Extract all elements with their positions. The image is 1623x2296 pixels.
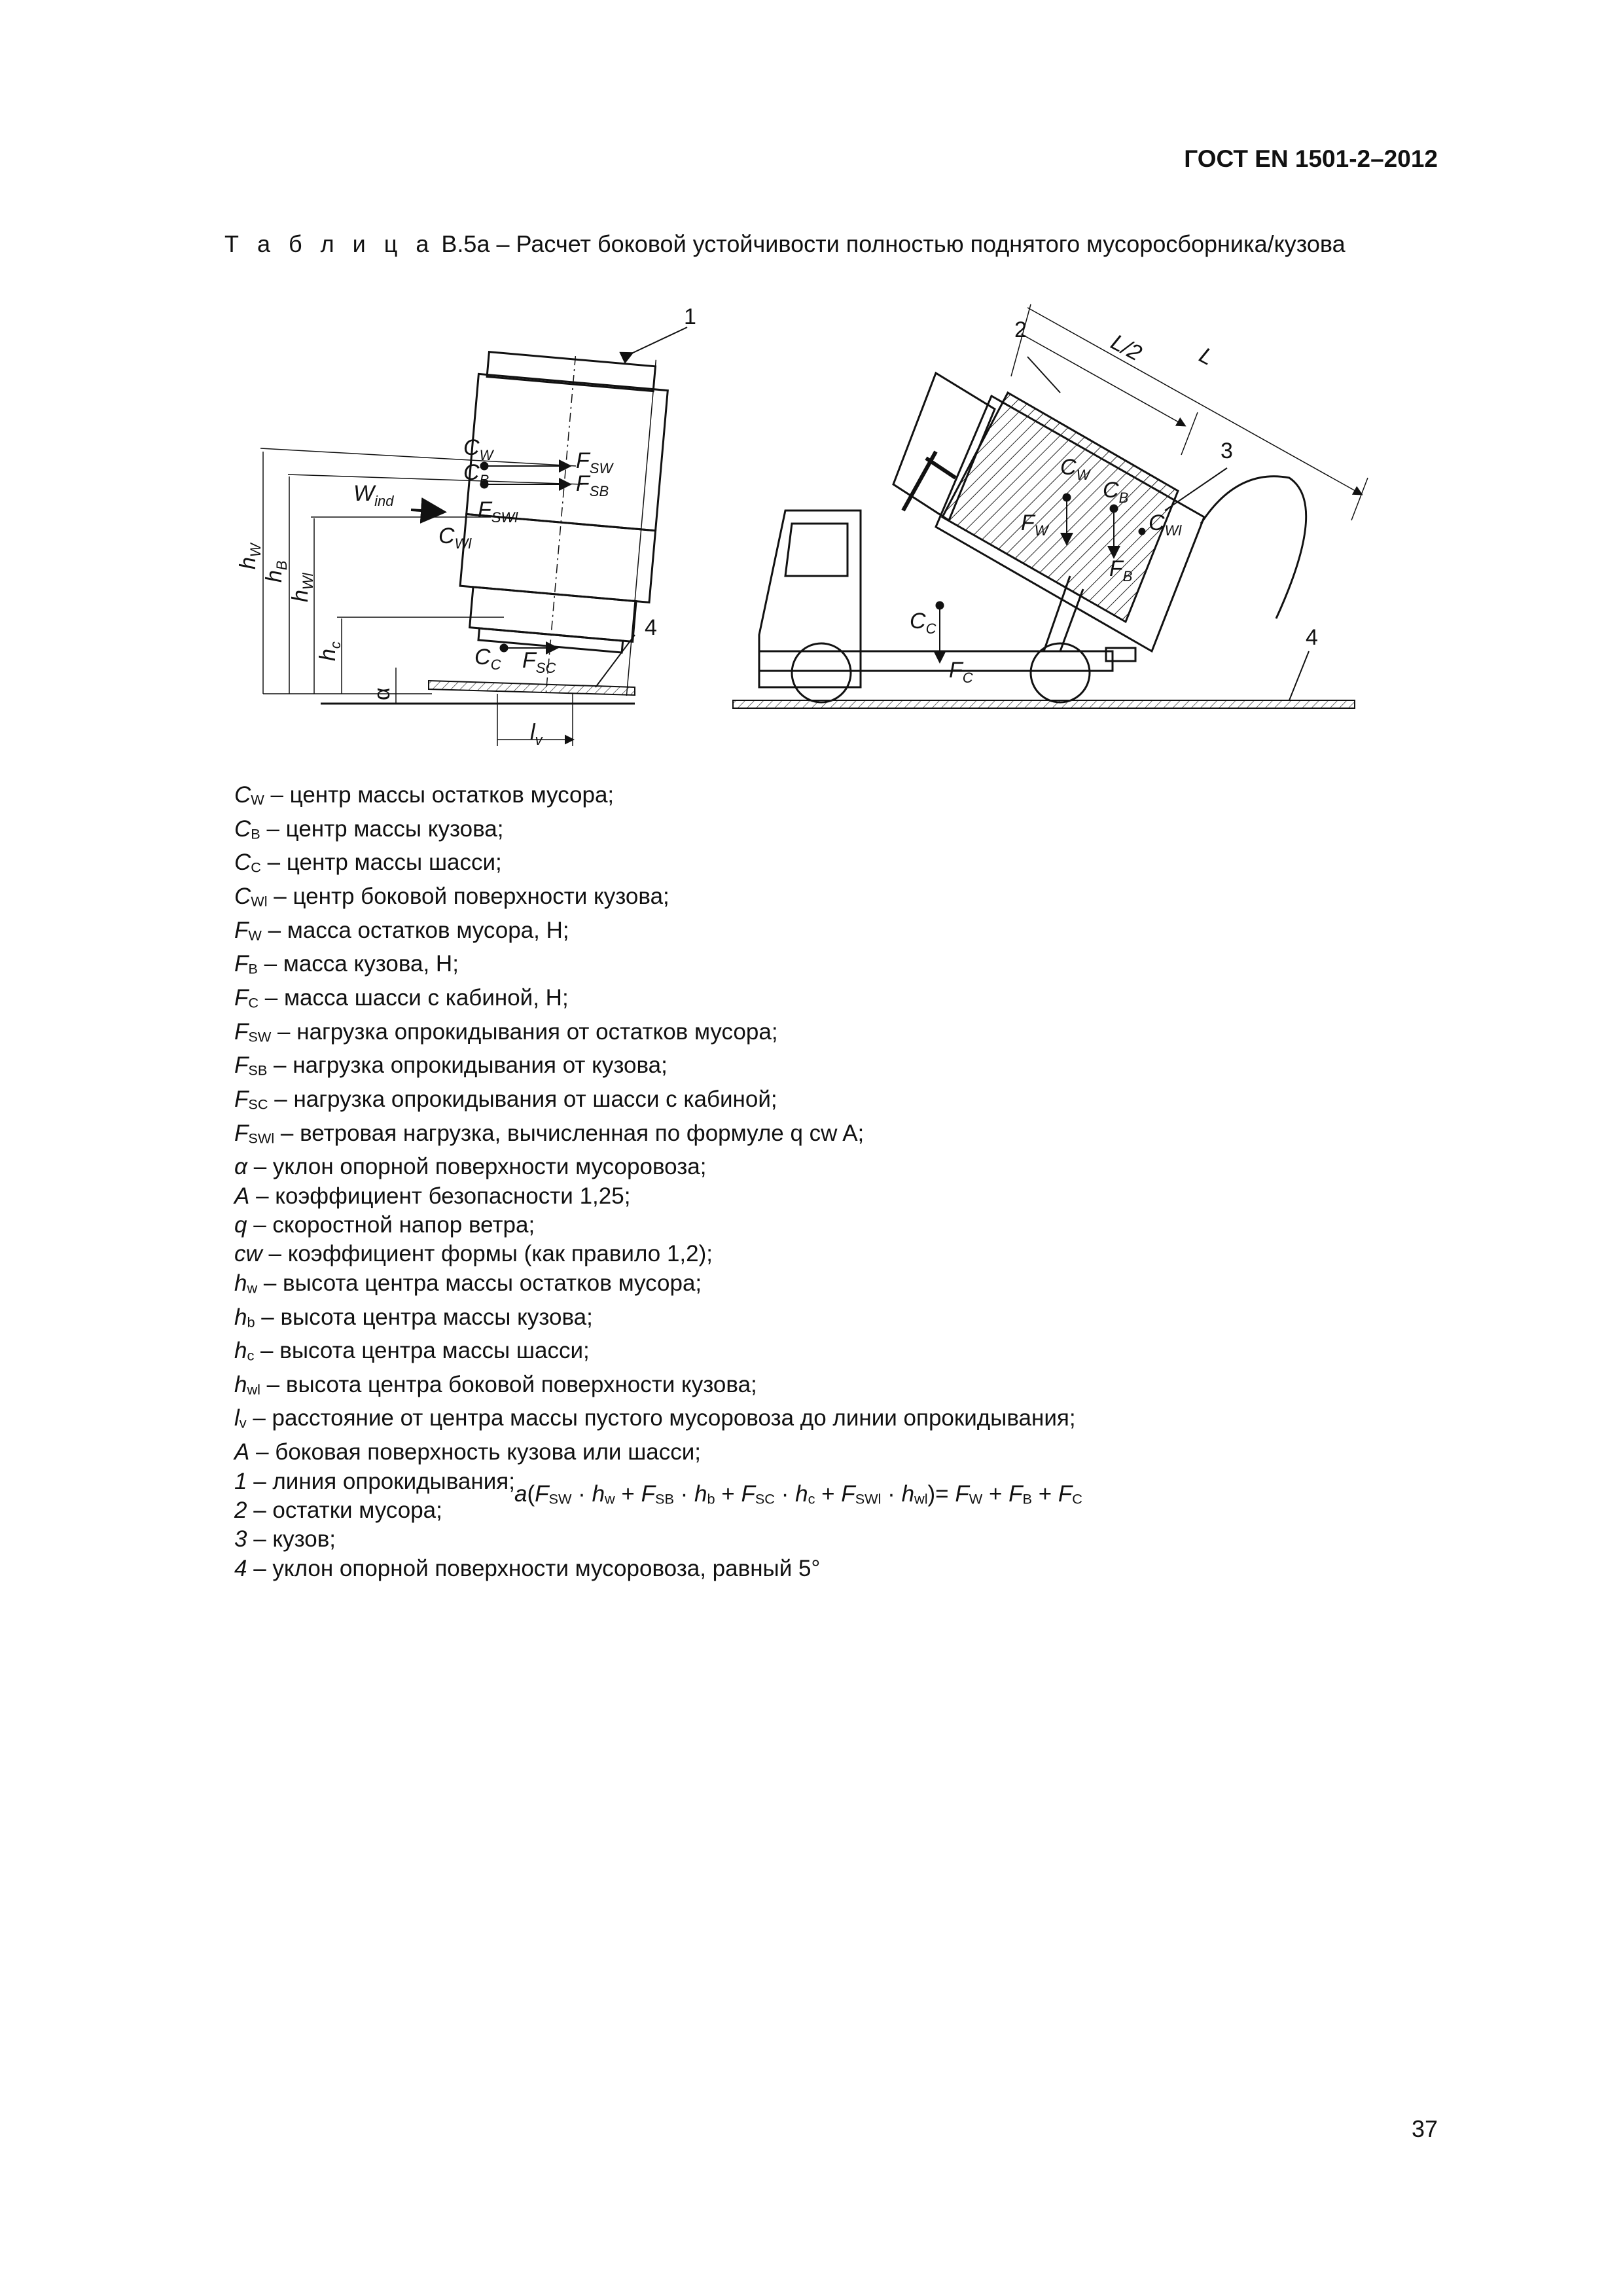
formula-token: F [741, 1481, 755, 1507]
svg-text:FC: $F_C$ [949, 658, 973, 686]
formula-subscript: SW [548, 1490, 572, 1507]
legend-text: – нагрузка опрокидывания от остатков мусора; [271, 1018, 778, 1045]
label-1: 1 [684, 304, 696, 329]
legend-item [234, 1018, 1076, 1052]
legend-text: – высота центра массы шасси; [254, 1338, 590, 1364]
svg-text:FW: $F_W$ [1021, 511, 1048, 539]
legend-item [234, 1240, 1076, 1268]
legend-subscript: W [251, 791, 264, 808]
legend-item [234, 1085, 1076, 1119]
legend-symbol: F [234, 1018, 249, 1045]
label-4-left: 4 [645, 615, 657, 640]
svg-text:hW: $h_W$ [236, 543, 264, 569]
formula-token: + [982, 1481, 1009, 1507]
legend-list [234, 781, 1076, 1583]
svg-text:CC: $C_C$ [474, 645, 501, 673]
stability-formula [514, 1481, 1082, 1507]
legend-symbol: F [234, 984, 249, 1011]
svg-text:CWl: $C_{Wl}$ [438, 524, 472, 552]
svg-text:CW: $C_W$ [1060, 455, 1090, 483]
legend-item [234, 1554, 1076, 1583]
legend-subscript: SWl [248, 1129, 275, 1146]
legend-text: – кузов; [247, 1526, 336, 1552]
legend-item [234, 1336, 1076, 1371]
svg-text:lv: $l_v$ [530, 720, 543, 748]
legend-symbol: cw [234, 1241, 262, 1267]
legend-subscript: SC [248, 1096, 268, 1113]
svg-text:α: α [370, 687, 395, 700]
svg-text:FSW: $F_{SW}$ [576, 448, 613, 476]
legend-text: – центр боковой поверхности кузова; [267, 883, 669, 909]
formula-token: h [694, 1481, 707, 1507]
formula-subscript: SC [755, 1490, 775, 1507]
formula-token: h [795, 1481, 808, 1507]
legend-item [234, 1051, 1076, 1085]
stability-figure [216, 295, 1440, 766]
formula-token: h [592, 1481, 605, 1507]
svg-text:FSC: $F_{SC}$ [522, 648, 556, 676]
legend-item [234, 1153, 1076, 1181]
formula-token: F [1008, 1481, 1023, 1507]
caption-text: В.5а – Расчет боковой устойчивости полностью поднятого мусоросборника/кузова [441, 230, 1346, 257]
side-view-diagram [733, 304, 1368, 708]
legend-item [234, 1211, 1076, 1240]
legend-text: – остатки мусора; [247, 1497, 442, 1523]
legend-symbol: F [234, 917, 249, 943]
label-2: 2 [1014, 317, 1027, 342]
legend-subscript: B [251, 825, 260, 842]
legend-symbol: 4 [234, 1555, 247, 1581]
legend-text: – линия опрокидывания; [247, 1468, 515, 1494]
formula-token: + [1031, 1481, 1058, 1507]
legend-text: – центр массы кузова; [260, 816, 504, 842]
legend-text: – центр массы шасси; [260, 850, 502, 876]
legend-text: – коэффициент безопасности 1,25; [249, 1183, 631, 1209]
legend-subscript: SB [248, 1062, 268, 1079]
formula-token: + [815, 1481, 842, 1507]
formula-subscript: W [969, 1490, 983, 1507]
svg-text:Wind: $W_{ind}$ [353, 481, 394, 509]
legend-symbol: C [234, 782, 251, 808]
formula-token: F [841, 1481, 855, 1507]
formula-token: F [535, 1481, 549, 1507]
legend-item [234, 848, 1076, 882]
legend-subscript: C [251, 859, 261, 876]
rear-view-diagram [260, 327, 687, 746]
svg-text:CWl: $C_{Wl}$ [1149, 511, 1182, 539]
legend-symbol: F [234, 1052, 249, 1079]
svg-text:FSB: $F_{SB}$ [576, 471, 609, 499]
legend-symbol: C [234, 816, 251, 842]
legend-subscript: W [248, 926, 262, 943]
formula-token: ( [527, 1481, 535, 1507]
svg-text:CC: $C_C$ [910, 609, 936, 637]
formula-subscript: B [1022, 1490, 1032, 1507]
legend-text: – высота центра массы кузова; [255, 1304, 593, 1330]
svg-text:hB: $h_B$ [262, 560, 290, 583]
legend-symbol: C [234, 850, 251, 876]
legend-symbol: F [234, 1120, 249, 1146]
legend-item [234, 1269, 1076, 1303]
label-3: 3 [1221, 439, 1233, 463]
legend-text: – высота центра массы остатков мусора; [257, 1270, 702, 1296]
legend-symbol: C [234, 883, 251, 909]
legend-item [234, 815, 1076, 849]
legend-item [234, 1404, 1076, 1438]
formula-token: · [881, 1481, 902, 1507]
legend-symbol: l [234, 1405, 240, 1431]
legend-text: – скоростной напор ветра; [247, 1212, 535, 1238]
legend-text: – масса шасси с кабиной, Н; [259, 984, 569, 1011]
formula-token: · [774, 1481, 796, 1507]
legend-item [234, 781, 1076, 815]
formula-token: + [615, 1481, 641, 1507]
svg-text:CW: $C_W$ [463, 435, 493, 463]
caption-label: Т а б л и ц а [224, 230, 435, 257]
legend-item [234, 1525, 1076, 1554]
formula-token: a [514, 1481, 527, 1507]
formula-token: F [641, 1481, 655, 1507]
legend-item [234, 1438, 1076, 1467]
formula-token: h [901, 1481, 915, 1507]
legend-item [234, 950, 1076, 984]
label-4-right: 4 [1306, 625, 1318, 650]
formula-token: + [715, 1481, 741, 1507]
legend-subscript: c [247, 1347, 255, 1364]
document-header: ГОСТ EN 1501-2–2012 [1184, 145, 1438, 172]
legend-item [234, 1182, 1076, 1211]
legend-text: – нагрузка опрокидывания от шасси с кабиной; [268, 1086, 777, 1112]
formula-subscript: wl [914, 1490, 928, 1507]
legend-text: – масса остатков мусора, Н; [261, 917, 569, 943]
legend-subscript: SW [248, 1028, 272, 1045]
legend-subscript: b [247, 1313, 255, 1330]
svg-text:FB: $F_B$ [1109, 556, 1133, 584]
legend-subscript: wl [247, 1381, 260, 1398]
legend-symbol: h [234, 1371, 247, 1397]
svg-text:CB: $C_B$ [463, 460, 490, 488]
legend-text: – боковая поверхность кузова или шасси; [249, 1439, 702, 1465]
formula-token: · [673, 1481, 695, 1507]
formula-token: )= [927, 1481, 955, 1507]
legend-subscript: v [239, 1414, 247, 1431]
formula-subscript: w [605, 1490, 615, 1507]
page-number: 37 [1411, 2115, 1438, 2142]
svg-text:FSWl: $F_{SWl}$ [478, 497, 518, 526]
table-caption [224, 230, 1346, 258]
legend-symbol: q [234, 1212, 247, 1238]
formula-token: F [955, 1481, 969, 1507]
legend-item [234, 882, 1076, 916]
legend-text: – ветровая нагрузка, вычисленная по формуле q cw A; [274, 1120, 865, 1146]
formula-token: · [571, 1481, 592, 1507]
legend-symbol: h [234, 1338, 247, 1364]
formula-token: F [1058, 1481, 1073, 1507]
legend-text: – центр массы остатков мусора; [264, 782, 615, 808]
formula-subscript: c [808, 1490, 815, 1507]
legend-symbol: F [234, 951, 249, 977]
legend-text: – высота центра боковой поверхности кузова; [260, 1371, 757, 1397]
legend-symbol: h [234, 1270, 247, 1296]
formula-subscript: b [707, 1490, 715, 1507]
legend-symbol: 3 [234, 1526, 247, 1552]
svg-text:hWl: $h_{Wl}$ [288, 573, 316, 602]
formula-subscript: SB [654, 1490, 674, 1507]
svg-text:L/2: L/2 [1107, 329, 1146, 367]
legend-text: – уклон опорной поверхности мусоровоза, равный 5° [247, 1555, 821, 1581]
legend-item [234, 1303, 1076, 1337]
legend-text: – уклон опорной поверхности мусоровоза; [247, 1154, 707, 1180]
formula-subscript: C [1072, 1490, 1082, 1507]
legend-subscript: w [247, 1280, 258, 1297]
legend-symbol: 2 [234, 1497, 247, 1523]
legend-symbol: F [234, 1086, 249, 1112]
legend-item [234, 916, 1076, 950]
legend-symbol: h [234, 1304, 247, 1330]
legend-subscript: Wl [251, 893, 268, 910]
legend-subscript: C [248, 994, 259, 1011]
legend-subscript: B [248, 960, 258, 977]
svg-text:CB: $C_B$ [1103, 478, 1129, 506]
legend-item [234, 1371, 1076, 1405]
legend-text: – масса кузова, Н; [257, 951, 459, 977]
legend-symbol: A [234, 1439, 250, 1465]
formula-subscript: SWl [855, 1490, 882, 1507]
legend-text: – расстояние от центра массы пустого мусоровоза до линии опрокидывания; [246, 1405, 1076, 1431]
legend-text: – коэффициент формы (как правило 1,2); [262, 1241, 713, 1267]
legend-item [234, 984, 1076, 1018]
svg-text:L: L [1195, 342, 1218, 370]
svg-text:hc: $h_c$ [315, 641, 344, 661]
legend-symbol: α [234, 1154, 247, 1180]
legend-item [234, 1119, 1076, 1153]
legend-symbol: 1 [234, 1468, 247, 1494]
legend-text: – нагрузка опрокидывания от кузова; [267, 1052, 668, 1079]
legend-symbol: A [234, 1183, 250, 1209]
